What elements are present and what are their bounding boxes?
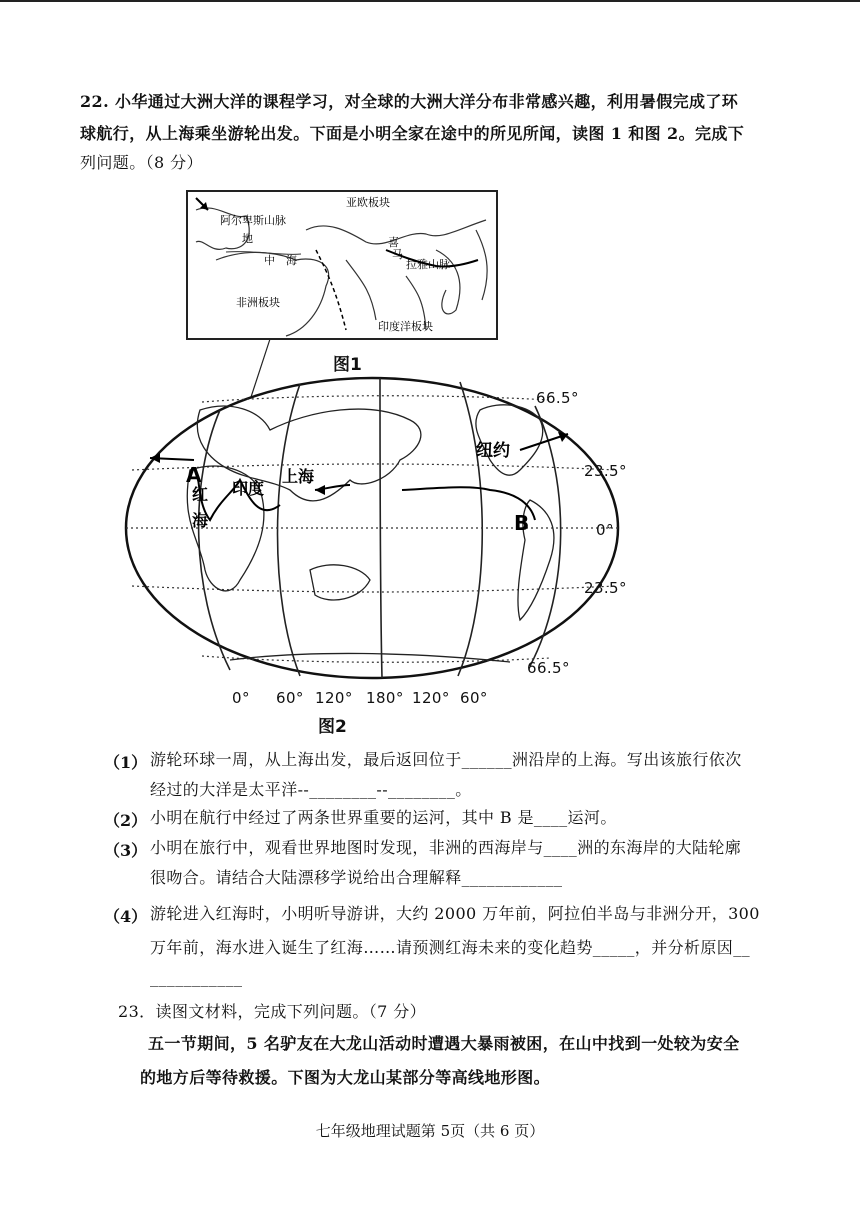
fig1-label-india-plate: 印度洋板块: [378, 320, 433, 333]
fig2-label-red-sea-1: 红: [192, 485, 209, 504]
q1-number: （1）: [104, 753, 148, 772]
fig1-label-himalaya-2: 马: [392, 248, 403, 261]
q3-line-2: 很吻合。请结合大陆漂移学说给出合理解释____________: [150, 868, 563, 887]
fig1-label-med-2: 中: [264, 254, 275, 267]
q3-number: （3）: [104, 841, 148, 860]
figure-2-caption: 图2: [318, 717, 347, 737]
lon-label-120e: 120°: [315, 689, 353, 707]
lat-label-66-s: 66.5°: [527, 659, 570, 677]
lon-label-180: 180°: [366, 689, 404, 707]
q22-line-2: 球航行，从上海乘坐游轮出发。下面是小明全家在途中的所见所闻，读图 1 和图 2。完成下: [80, 124, 745, 143]
lon-label-0: 0°: [232, 689, 250, 707]
fig2-label-india: 印度: [232, 479, 265, 498]
fig1-label-himalaya-3: 拉雅山脉: [406, 258, 450, 271]
q22-line-1: 22. 小华通过大洲大洋的课程学习，对全球的大洲大洋分布非常感兴趣，利用暑假完成了环: [80, 92, 739, 111]
fig1-label-himalaya-1: 喜: [388, 236, 399, 249]
q4-line-3: ___________: [150, 968, 243, 987]
q4-line-2: 万年前，海水进入诞生了红海……请预测红海未来的变化趋势_____，并分析原因__: [150, 938, 751, 957]
lat-label-equator: 0°: [596, 521, 614, 539]
q3-line-1: 小明在旅行中，观看世界地图时发现，非洲的西海岸与____洲的东海岸的大陆轮廓: [150, 838, 742, 857]
fig2-label-red-sea-2: 海: [192, 511, 209, 530]
q4-number: （4）: [104, 907, 148, 926]
q2-line-1: 小明在航行中经过了两条世界重要的运河，其中 B 是____运河。: [150, 808, 617, 827]
lat-label-23-s: 23.5°: [584, 579, 627, 597]
fig2-label-shanghai: 上海: [282, 467, 315, 486]
fig2-label-newyork: 纽约: [476, 441, 510, 461]
fig1-label-africa: 非洲板块: [236, 296, 280, 309]
fig1-label-med-3: 海: [286, 254, 297, 267]
q1-line-1: 游轮环球一周，从上海出发，最后返回位于______洲沿岸的上海。写出该旅行依次: [150, 750, 742, 769]
q2-number: （2）: [104, 811, 148, 830]
q1-line-2: 经过的大洋是太平洋--________--________。: [150, 780, 472, 799]
fig1-label-eurasia: 亚欧板块: [346, 196, 390, 209]
q23-line-1: 五一节期间，5 名驴友在大龙山活动时遭遇大暴雨被困，在山中找到一处较为安全: [148, 1034, 740, 1053]
lon-label-120w: 120°: [412, 689, 450, 707]
fig1-label-med-1: 地: [242, 232, 253, 245]
figure-1-caption: 图1: [333, 355, 362, 375]
lon-label-60e: 60°: [276, 689, 304, 707]
fig2-label-A: A: [186, 463, 202, 487]
fig1-label-alps: 阿尔卑斯山脉: [220, 214, 286, 227]
page-footer: 七年级地理试题第 5页（共 6 页）: [315, 1122, 545, 1140]
figure-2-world-map: [110, 370, 630, 690]
lon-label-60w: 60°: [460, 689, 488, 707]
fig2-label-B: B: [514, 511, 530, 535]
q23-line-2: 的地方后等待救援。下图为大龙山某部分等高线地形图。: [140, 1068, 551, 1087]
lat-label-66-n: 66.5°: [536, 389, 579, 407]
lat-label-23-n: 23.5°: [584, 462, 627, 480]
q23-title: 23．读图文材料，完成下列问题。（7 分）: [118, 1002, 427, 1021]
q4-line-1: 游轮进入红海时，小明听导游讲，大约 2000 万年前，阿拉伯半岛与非洲分开，300: [150, 904, 760, 923]
q22-line-3: 列问题。（8 分）: [80, 153, 203, 172]
